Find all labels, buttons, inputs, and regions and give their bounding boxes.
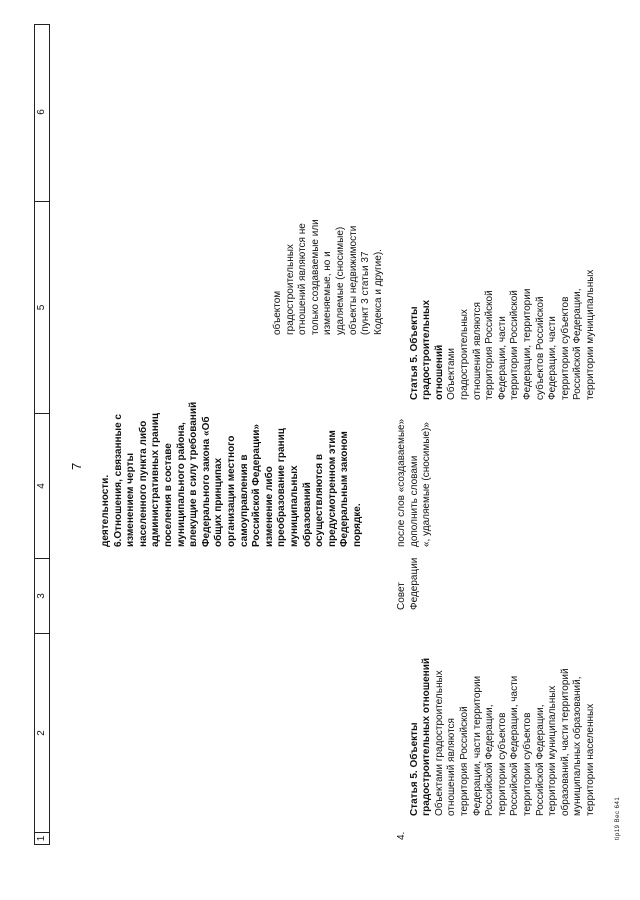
footer-code: tip19 Вес 641 — [615, 796, 621, 840]
continuation-col6-text: объектом градостроительных отношений являются не только создаваемые или изменяемые, но и удаляемые (сносимые) объекты недвижимости (пункт 3 статьи 37 Кодекса и другие). — [272, 219, 384, 335]
row4-col4-cell: после слов «создаваемые» дополнить словами «, удаляемые (сносимые)» — [396, 418, 433, 547]
column-number-5: 5 — [35, 201, 49, 413]
row4-col5-body: Объектами градостроительных отношений являются территория Российской Федерации, части территории Российской Федерации, территории субъектов Российской Федерации, части территории субъектов Российской Федерации, территории муниципальных — [446, 269, 596, 400]
row4-col3-cell: Совет Федерации — [396, 557, 420, 610]
row4-col5-cell — [396, 220, 610, 400]
column-number-1: 1 — [35, 832, 49, 844]
column-number-header — [34, 24, 50, 845]
continuation-col5-text: деятельности. 6.Отношения, связанные с изменением черты населенного пункта либо административных границ поселения в составе муниципального района, влекущие в силу требований Федерального закона «Об общих принципах организации местного самоуправления в Российской Федерации» изменение либо преобразование границ муниципальных образований осуществляются в предусмотренном этим Федеральным законом порядке. — [100, 401, 363, 547]
page-number: 7 — [69, 462, 84, 470]
row-number: 4. — [396, 831, 407, 840]
row4-col2-body: Объектами градостроительных отношений являются территория Российской Федерации, части территории Российской Федерации, территории субъектов Российской Федерации, части территории субъектов Российской Федерации, территории муниципальных образований, части территорий муниципальных образований, территории населенных — [433, 668, 596, 816]
row4-col2-cell — [396, 626, 610, 816]
column-number-3: 3 — [35, 558, 49, 633]
column-number-2: 2 — [35, 633, 49, 832]
column-number-4: 4 — [35, 413, 49, 558]
row4-col2-heading: Статья 5. Объекты градостроительных отношений — [408, 658, 433, 816]
column-number-6: 6 — [36, 109, 47, 115]
row4-col5-heading: Статья 5. Объекты градостроительных отношений — [408, 299, 445, 400]
